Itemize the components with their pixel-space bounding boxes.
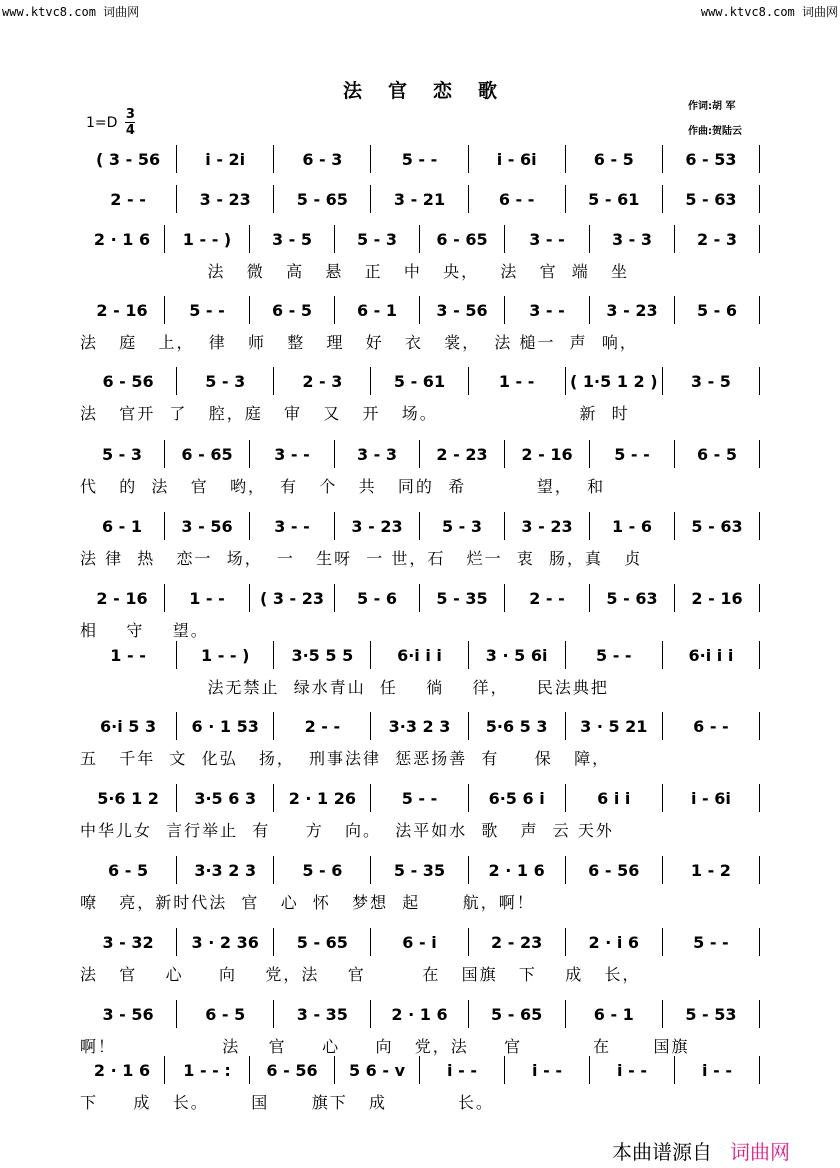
measure: 5 - 65 bbox=[274, 185, 371, 213]
notation-row bbox=[80, 367, 760, 395]
lyric-line: 法 律 热 恋一 场， 一 生呀 一 世，石 烂一 衷 肠，真 贞 bbox=[80, 549, 643, 568]
lyric-line: 法 微 高 悬 正 中 央， 法 官 端 坐 bbox=[80, 262, 630, 281]
measure: 3 - 32 bbox=[80, 928, 177, 956]
measure: 3·3 2 3 bbox=[371, 712, 468, 740]
measure: 3 - 5 bbox=[250, 225, 335, 253]
measure: 3·3 2 3 bbox=[177, 856, 274, 884]
notation-row bbox=[80, 145, 760, 173]
measure: 1 - - ) bbox=[177, 641, 274, 669]
measure: 3·5 6 3 bbox=[177, 784, 274, 812]
notation-row bbox=[80, 512, 760, 540]
measure: 5 - 61 bbox=[371, 367, 468, 395]
measure: 6 - 65 bbox=[420, 225, 505, 253]
measure: 6 - 5 bbox=[250, 296, 335, 324]
measure: 6 - i bbox=[371, 928, 468, 956]
measure: 5 - 65 bbox=[469, 1000, 566, 1028]
measure: 5 - 61 bbox=[566, 185, 663, 213]
measure: ( 1·5 1 2 ) bbox=[566, 367, 663, 395]
measure: 3 - 3 bbox=[335, 440, 420, 468]
footer-source-label: 本曲谱源自 bbox=[612, 1140, 712, 1164]
measure: 2 · 1 6 bbox=[80, 1056, 165, 1084]
measure: 6 · 1 53 bbox=[177, 712, 274, 740]
measure: 3 - - bbox=[505, 296, 590, 324]
notation-row bbox=[80, 856, 760, 884]
measure: 5 - - bbox=[371, 145, 468, 173]
measure: 5 6 - v bbox=[335, 1056, 420, 1084]
measure: 6 i i bbox=[566, 784, 663, 812]
measure: 5 - 63 bbox=[663, 185, 760, 213]
measure: 5 - - bbox=[165, 296, 250, 324]
measure: 6 - 1 bbox=[566, 1000, 663, 1028]
notation-row bbox=[80, 185, 760, 213]
measure: 6·i i i bbox=[663, 641, 760, 669]
measure: i - - bbox=[590, 1056, 675, 1084]
measure: 6 - 5 bbox=[566, 145, 663, 173]
notation-row bbox=[80, 784, 760, 812]
measure: 2 - - bbox=[505, 584, 590, 612]
measure: 3 - 23 bbox=[590, 296, 675, 324]
measure: 2 - - bbox=[80, 185, 177, 213]
measure: 2 - 16 bbox=[80, 296, 165, 324]
measure: 5 - 3 bbox=[177, 367, 274, 395]
measure: ( 3 - 56 bbox=[80, 145, 177, 173]
measure: 6 - 56 bbox=[80, 367, 177, 395]
measure: 2 - - bbox=[274, 712, 371, 740]
measure: i - 6i bbox=[663, 784, 760, 812]
lyric-line: 嘹 亮，新时代法 官 心 怀 梦想 起 航，啊！ bbox=[80, 893, 535, 912]
lyric-line: 法 庭 上， 律 师 整 理 好 衣 裳， 法 槌一 声 响， bbox=[80, 333, 638, 352]
notation-row bbox=[80, 440, 760, 468]
measure: 5·6 1 2 bbox=[80, 784, 177, 812]
measure: 5 - - bbox=[590, 440, 675, 468]
notation-row bbox=[80, 225, 760, 253]
notation-row bbox=[80, 712, 760, 740]
measure: 2 · i 6 bbox=[566, 928, 663, 956]
measure: 1 - - bbox=[80, 641, 177, 669]
measure: 3 - 56 bbox=[165, 512, 250, 540]
measure: 3 - - bbox=[505, 225, 590, 253]
measure: 5 - - bbox=[663, 928, 760, 956]
measure: 6 - 56 bbox=[566, 856, 663, 884]
measure: 6 - 5 bbox=[675, 440, 760, 468]
measure: 6 - 1 bbox=[80, 512, 165, 540]
measure: 3 - 5 bbox=[663, 367, 760, 395]
measure: i - - bbox=[505, 1056, 590, 1084]
measure: 6 - - bbox=[469, 185, 566, 213]
measure: 3 - 23 bbox=[505, 512, 590, 540]
notation-row bbox=[80, 641, 760, 669]
measure: i - - bbox=[675, 1056, 760, 1084]
measure: 6 - 1 bbox=[335, 296, 420, 324]
measure: 1 - - : bbox=[165, 1056, 250, 1084]
measure: 5·6 5 3 bbox=[469, 712, 566, 740]
measure: i - - bbox=[420, 1056, 505, 1084]
measure: 2 · 1 6 bbox=[80, 225, 165, 253]
key-signature bbox=[86, 108, 135, 137]
measure: 2 - 16 bbox=[80, 584, 165, 612]
measure: 2 - 16 bbox=[505, 440, 590, 468]
measure: 6 - 65 bbox=[165, 440, 250, 468]
measure: 6 - - bbox=[663, 712, 760, 740]
measure: 3 - 35 bbox=[274, 1000, 371, 1028]
time-signature: $\frac{3}{4}$ bbox=[125, 107, 135, 138]
key-label: 1=D bbox=[86, 114, 118, 131]
measure: 5 - 3 bbox=[420, 512, 505, 540]
measure: 3 - 23 bbox=[177, 185, 274, 213]
notation-row bbox=[80, 1000, 760, 1028]
footer bbox=[612, 1136, 790, 1165]
lyric-line: 相 守 望。 bbox=[80, 621, 209, 640]
lyric-line: 下 成 长。 国 旗下 成 长。 bbox=[80, 1093, 494, 1112]
measure: 3·5 5 5 bbox=[274, 641, 371, 669]
composer-credit: 作曲:贺陆云 bbox=[688, 126, 742, 137]
measure: 6 - 53 bbox=[663, 145, 760, 173]
measure: 5 - 6 bbox=[335, 584, 420, 612]
measure: 2 · 1 26 bbox=[274, 784, 371, 812]
measure: 5 - 6 bbox=[274, 856, 371, 884]
notation-row bbox=[80, 584, 760, 612]
measure: 3 - 56 bbox=[420, 296, 505, 324]
notation-row bbox=[80, 928, 760, 956]
lyric-line: 法 官开 了 腔，庭 审 又 开 场。 新 时 bbox=[80, 404, 630, 423]
measure: 3 - 56 bbox=[80, 1000, 177, 1028]
measure: 3 - 23 bbox=[335, 512, 420, 540]
measure: ( 3 - 23 bbox=[250, 584, 335, 612]
measure: 5 - 3 bbox=[335, 225, 420, 253]
measure: 5 - 35 bbox=[420, 584, 505, 612]
measure: 2 · 1 6 bbox=[371, 1000, 468, 1028]
measure: 6 - 5 bbox=[80, 856, 177, 884]
measure: 5 - 6 bbox=[675, 296, 760, 324]
measure: i - 6i bbox=[469, 145, 566, 173]
measure: 2 · 1 6 bbox=[469, 856, 566, 884]
measure: 3 · 5 6i bbox=[469, 641, 566, 669]
measure: 6·5 6 i bbox=[469, 784, 566, 812]
measure: 2 - 23 bbox=[420, 440, 505, 468]
song-title: 法官恋歌 bbox=[342, 80, 523, 102]
measure: 2 - 3 bbox=[675, 225, 760, 253]
measure: 3 - 3 bbox=[590, 225, 675, 253]
measure: 5 - 63 bbox=[590, 584, 675, 612]
lyric-line: 法无禁止 绿水青山 任 徜 徉， 民法典把 bbox=[80, 678, 609, 697]
notation-row bbox=[80, 1056, 760, 1084]
measure: 5 - 63 bbox=[675, 512, 760, 540]
measure: 1 - 6 bbox=[590, 512, 675, 540]
measure: 2 - 23 bbox=[469, 928, 566, 956]
watermark-right: www.ktvc8.com 词曲网 bbox=[700, 5, 838, 19]
watermark-left: www.ktvc8.com 词曲网 bbox=[2, 5, 140, 19]
lyric-line: 五 千年 文 化弘 扬， 刑事法律 惩恶扬善 有 保 障， bbox=[80, 749, 611, 768]
measure: 3 · 5 21 bbox=[566, 712, 663, 740]
measure: 2 - 3 bbox=[274, 367, 371, 395]
measure: 5 - 53 bbox=[663, 1000, 760, 1028]
measure: 5 - 3 bbox=[80, 440, 165, 468]
measure: 3 - 21 bbox=[371, 185, 468, 213]
lyric-line: 代 的 法 官 哟， 有 个 共 同的 希 望， 和 bbox=[80, 477, 606, 496]
measure: 6 - 5 bbox=[177, 1000, 274, 1028]
lyric-line: 法 官 心 向 党，法 官 在 国旗 下 成 长， bbox=[80, 965, 641, 984]
measure: i - 2i bbox=[177, 145, 274, 173]
measure: 1 - - bbox=[469, 367, 566, 395]
lyric-line: 啊！ 法 官 心 向 党，法 官 在 国旗 bbox=[80, 1037, 690, 1056]
measure: 1 - - bbox=[165, 584, 250, 612]
measure: 1 - - ) bbox=[165, 225, 250, 253]
measure: 5 - - bbox=[566, 641, 663, 669]
measure: 6 - 3 bbox=[274, 145, 371, 173]
lyricist-credit: 作词:胡 军 bbox=[688, 101, 736, 112]
measure: 6·i 5 3 bbox=[80, 712, 177, 740]
measure: 5 - 65 bbox=[274, 928, 371, 956]
measure: 1 - 2 bbox=[663, 856, 760, 884]
notation-row bbox=[80, 296, 760, 324]
lyric-line: 中华儿女 言行举止 有 方 向。 法平如水 歌 声 云 天外 bbox=[80, 821, 614, 840]
measure: 3 - - bbox=[250, 512, 335, 540]
measure: 6 - 56 bbox=[250, 1056, 335, 1084]
measure: 3 - - bbox=[250, 440, 335, 468]
measure: 3 · 2 36 bbox=[177, 928, 274, 956]
measure: 6·i i i bbox=[371, 641, 468, 669]
measure: 2 - 16 bbox=[675, 584, 760, 612]
measure: 5 - 35 bbox=[371, 856, 468, 884]
measure: 5 - - bbox=[371, 784, 468, 812]
footer-brand: 词曲网 bbox=[730, 1140, 790, 1164]
